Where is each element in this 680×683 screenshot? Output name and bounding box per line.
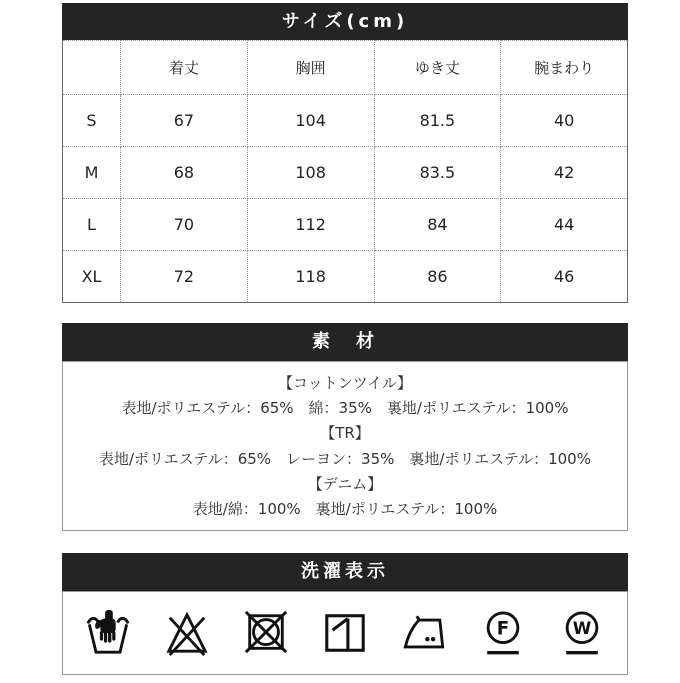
size-col-header-arm: 腕まわり bbox=[501, 41, 628, 95]
product-info-page bbox=[62, 3, 628, 675]
size-cell: 40 bbox=[501, 95, 628, 147]
material-line: 【TR】 bbox=[320, 424, 370, 443]
size-cell: 84 bbox=[374, 199, 501, 251]
do-not-bleach-icon bbox=[164, 607, 210, 659]
size-col-header-sleeve: ゆき丈 bbox=[374, 41, 501, 95]
material-section-header bbox=[62, 323, 628, 361]
material-section bbox=[62, 323, 628, 531]
size-cell: 67 bbox=[121, 95, 248, 147]
size-cell: 68 bbox=[121, 147, 248, 199]
care-icons-box bbox=[62, 591, 628, 675]
material-section-title: 素 材 bbox=[312, 331, 378, 352]
size-cell: 112 bbox=[247, 199, 374, 251]
size-row-s bbox=[63, 95, 628, 147]
size-row-label: L bbox=[63, 199, 121, 251]
size-cell: 104 bbox=[247, 95, 374, 147]
svg-text:W: W bbox=[572, 617, 592, 638]
do-not-tumble-dry-icon bbox=[243, 607, 289, 659]
size-cell: 46 bbox=[501, 251, 628, 303]
size-cell: 72 bbox=[121, 251, 248, 303]
size-cell: 86 bbox=[374, 251, 501, 303]
size-cell: 42 bbox=[501, 147, 628, 199]
material-line: 【コットンツイル】 bbox=[278, 374, 412, 392]
size-cell: 44 bbox=[501, 199, 628, 251]
size-table-header-row bbox=[63, 41, 628, 95]
care-section-header bbox=[62, 553, 628, 591]
size-row-label: XL bbox=[63, 251, 121, 303]
material-line: 表地/ポリエステル：65% レーヨン：35% 裏地/ポリエステル：100% bbox=[99, 449, 591, 468]
size-row-l bbox=[63, 199, 628, 251]
material-line: 表地/ポリエステル：65% 綿：35% 裏地/ポリエステル：100% bbox=[121, 399, 569, 418]
size-cell: 108 bbox=[247, 147, 374, 199]
material-line: 表地/綿：100% 裏地/ポリエステル：100% bbox=[192, 500, 498, 519]
size-table bbox=[62, 40, 628, 303]
size-section bbox=[62, 3, 628, 303]
size-section-title: サイズ(cm) bbox=[281, 11, 409, 32]
hand-wash-icon bbox=[85, 607, 131, 659]
size-col-header-chest: 胸囲 bbox=[247, 41, 374, 95]
size-row-label: S bbox=[63, 95, 121, 147]
size-row-m bbox=[63, 147, 628, 199]
size-row-xl bbox=[63, 251, 628, 303]
material-box bbox=[62, 361, 628, 531]
size-cell: 81.5 bbox=[374, 95, 501, 147]
size-row-label: M bbox=[63, 147, 121, 199]
svg-text:F: F bbox=[496, 618, 510, 640]
size-cell: 118 bbox=[247, 251, 374, 303]
material-line: 【デニム】 bbox=[307, 474, 383, 493]
dry-clean-f-icon bbox=[480, 607, 526, 659]
size-section-header bbox=[62, 3, 628, 40]
care-section bbox=[62, 553, 628, 675]
care-section-title: 洗濯表示 bbox=[301, 561, 389, 582]
wet-clean-w-icon bbox=[559, 607, 605, 659]
line-dry-in-shade-icon bbox=[322, 607, 368, 659]
size-table-corner-cell bbox=[63, 41, 121, 95]
size-col-header-length: 着丈 bbox=[121, 41, 248, 95]
size-cell: 70 bbox=[121, 199, 248, 251]
iron-two-dots-icon bbox=[401, 607, 447, 659]
size-cell: 83.5 bbox=[374, 147, 501, 199]
